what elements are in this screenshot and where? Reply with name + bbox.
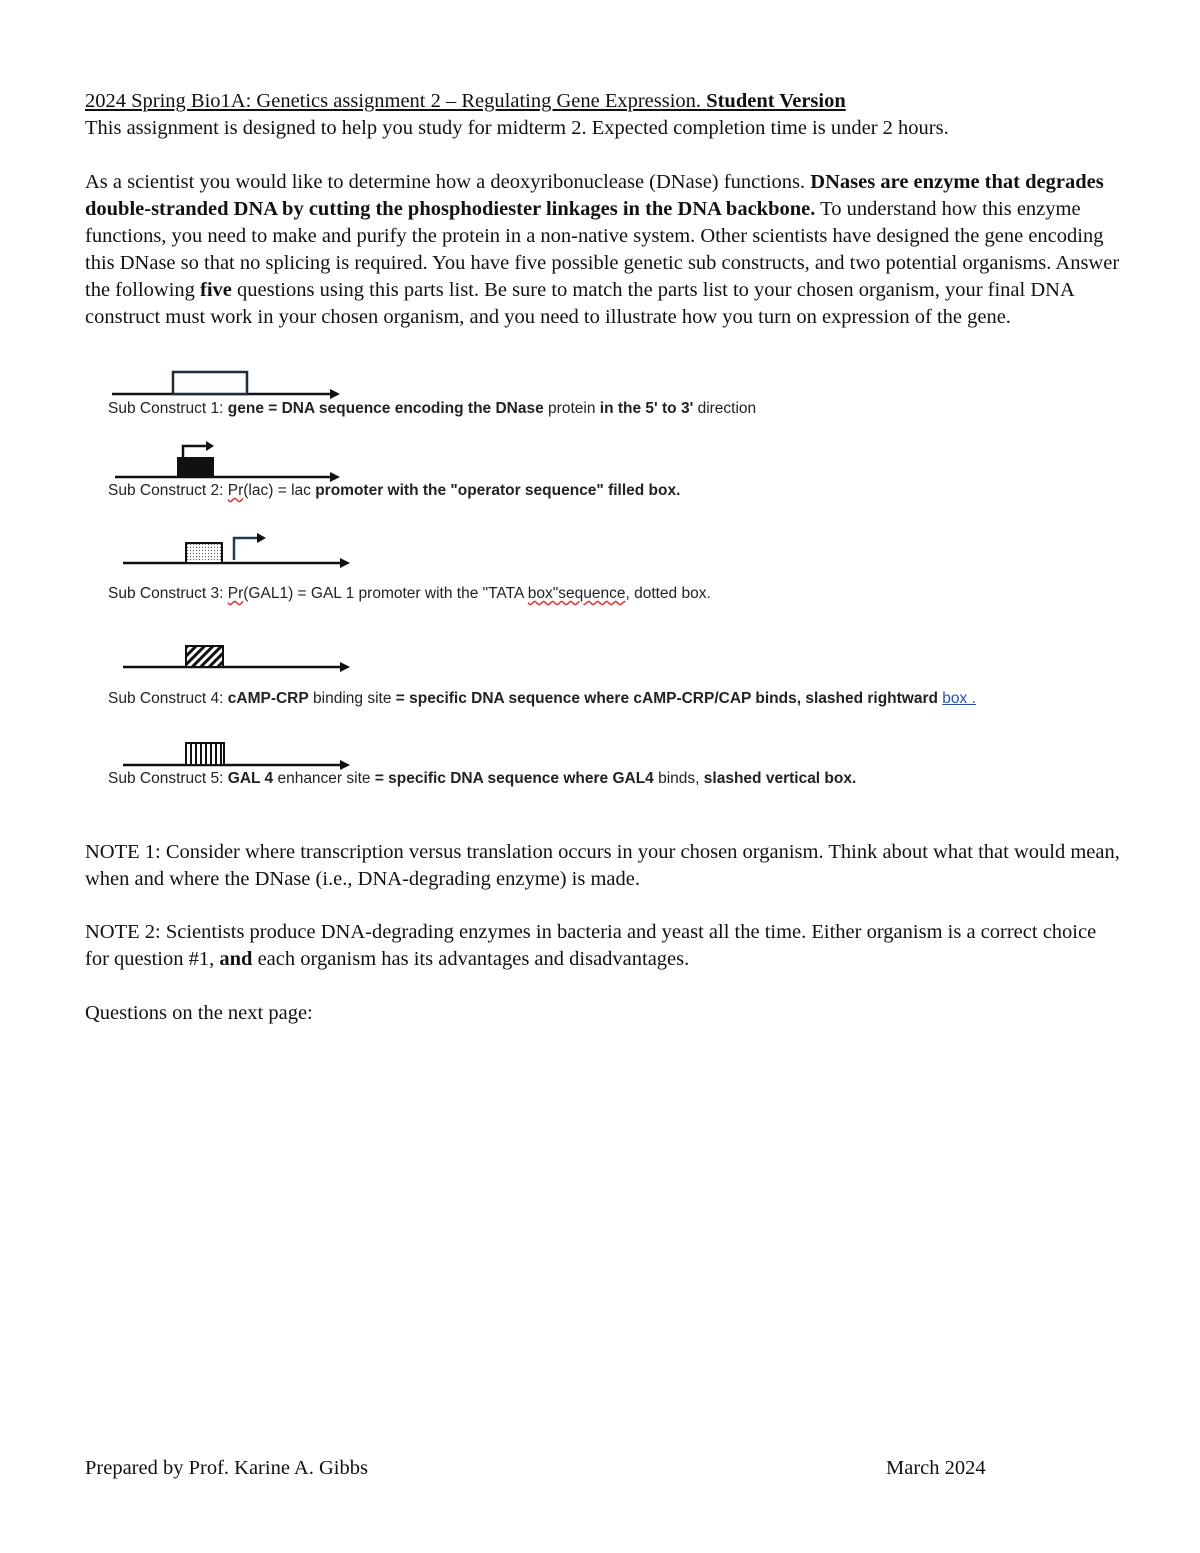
footer-date: March 2024: [886, 1457, 986, 1479]
construct-2-arrowhead: [330, 472, 340, 482]
construct-1-diagram: [112, 372, 340, 399]
construct-1-text-d: direction: [697, 400, 757, 417]
construct-2-label: Sub Construct 2:: [108, 482, 224, 499]
construct-2-bold-c: promoter with the "operator sequence" filled box.: [315, 482, 681, 499]
construct-5-bold-e: slashed vertical box.: [703, 770, 857, 787]
construct-4-diagram: [123, 646, 350, 672]
title-text: 2024 Spring Bio1A: Genetics assignment 2 – Regulating Gene Expression.: [85, 90, 702, 112]
document-subtitle: This assignment is designed to help you study for midterm 2. Expected completion time is under 2 hours.: [85, 117, 949, 139]
gene-box: [173, 372, 247, 394]
note-2-bold: and: [219, 948, 253, 970]
construct-4-label: Sub Construct 4:: [108, 690, 224, 707]
note-2-end: each organism has its advantages and disadvantages.: [257, 948, 690, 970]
construct-1-bold-a: gene = DNA sequence encoding the DNase: [227, 400, 544, 417]
construct-3-caption: [108, 585, 711, 603]
construct-5-text-d: binds,: [658, 770, 700, 787]
intro-middle: To understand how this enzyme functions, you need to make and purify the protein in a non-native system. Other scientists have designed the gene encoding this DNase so that no splicing is required. You have five possible genetic sub constructs, and two potential organisms. Answer the following: [85, 198, 1120, 301]
intro-end: questions using this parts list. Be sure to match the parts list to your chosen organism, your final DNA construct must work in your chosen organism, and you need to illustrate how you turn on expression of the gene.: [85, 279, 1074, 328]
lac-promoter-arrow: [183, 446, 206, 457]
construct-5-arrowhead: [340, 760, 350, 770]
construct-3-text-b: (GAL1) = GAL 1 promoter with the "TATA: [243, 585, 524, 602]
gal1-promoter-arrowhead: [257, 533, 266, 543]
construct-2-text-b: (lac) = lac: [243, 482, 311, 499]
intro-bold-definition: DNases are enzyme that degrades double-stranded DNA by cutting the phosphodiester linkages in the DNA backbone.: [85, 171, 1104, 220]
construct-5-diagram: [123, 743, 350, 770]
construct-4-arrowhead: [340, 662, 350, 672]
note-2-start: NOTE 2: Scientists produce DNA-degrading enzymes in bacteria and yeast all the time. Either organism is a correct choice for question #1,: [85, 921, 1097, 970]
note-1: NOTE 1: Consider where transcription versus translation occurs in your chosen organism. Think about what that would mean, when and where the DNase (i.e., DNA-degrading enzyme) is made.: [85, 841, 1120, 890]
construct-5-bold-a: GAL 4: [227, 770, 274, 787]
gal1-promoter-arrow: [234, 538, 257, 560]
construct-1-arrowhead: [330, 389, 340, 399]
intro-bold-five: five: [200, 279, 232, 301]
construct-4-caption: [108, 690, 976, 708]
construct-3-diagram: [123, 533, 350, 568]
construct-2-diagram: [115, 441, 340, 482]
version-label: Student Version: [706, 90, 846, 112]
construct-3-pr-text: Pr: [227, 585, 244, 602]
construct-5-bold-c: = specific DNA sequence where GAL4: [374, 770, 654, 787]
tata-dotted-box: [186, 543, 222, 563]
construct-1-bold-c: in the 5' to 3': [599, 400, 694, 417]
construct-4-bold-a: cAMP-CRP: [227, 690, 309, 707]
next-page-note: Questions on the next page:: [85, 1002, 313, 1024]
construct-5-caption: [108, 770, 856, 788]
construct-5-text-b: enhancer site: [277, 770, 371, 787]
operator-filled-box: [177, 457, 214, 477]
construct-3-text-c: box"sequence: [527, 585, 626, 602]
construct-1-text-b: protein: [548, 400, 596, 417]
lac-promoter-arrowhead: [206, 441, 214, 451]
construct-5-label: Sub Construct 5:: [108, 770, 224, 787]
crp-slashed-box: [186, 646, 223, 667]
intro-start: As a scientist you would like to determine how a deoxyribonuclease (DNase) functions.: [85, 171, 806, 193]
construct-4-text-b: binding site: [313, 690, 392, 707]
construct-3-text-d: , dotted box.: [625, 585, 711, 602]
construct-1-label: Sub Construct 1:: [108, 400, 224, 417]
construct-2-pr-text: Pr: [227, 482, 244, 499]
footer-author: Prepared by Prof. Karine A. Gibbs: [85, 1457, 368, 1479]
construct-1-caption: [108, 400, 756, 418]
construct-3-arrowhead: [340, 558, 350, 568]
gal4-vertical-box: [186, 743, 224, 765]
note-2: [85, 919, 1125, 973]
construct-3-label: Sub Construct 3:: [108, 585, 224, 602]
construct-2-caption: [108, 482, 680, 500]
construct-4-bold-c: = specific DNA sequence where cAMP-CRP/CAP binds, slashed rightward: [395, 690, 938, 707]
construct-4-text-d: box .: [942, 690, 976, 707]
